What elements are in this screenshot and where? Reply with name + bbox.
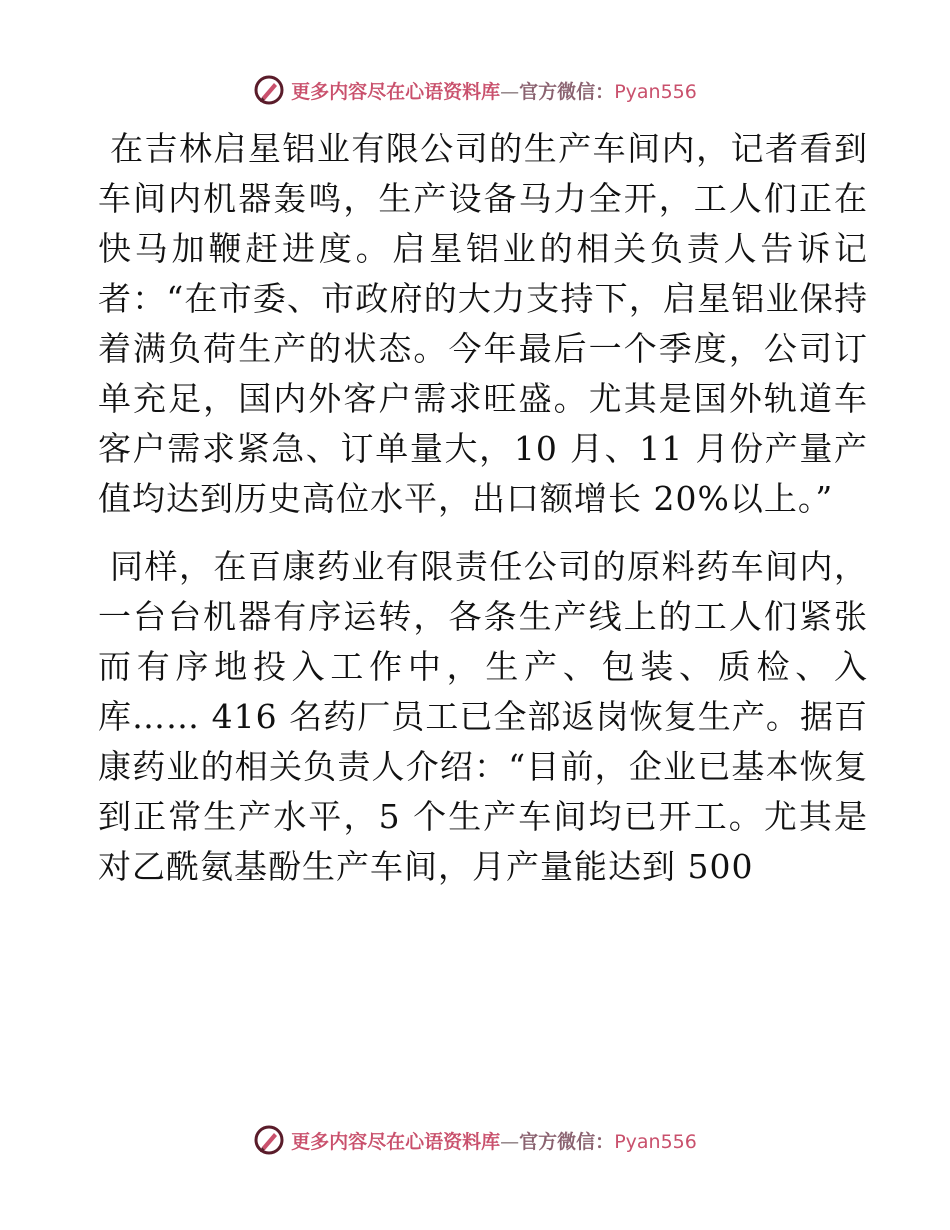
banner-separator: — bbox=[500, 80, 520, 103]
banner-wechat-label: 官方微信： bbox=[519, 1130, 615, 1153]
banner-wechat-id: Pyan556 bbox=[614, 80, 697, 103]
banner-wechat-label: 官方微信： bbox=[519, 80, 615, 103]
banner-text bbox=[291, 1127, 697, 1154]
banner-text bbox=[291, 77, 697, 104]
paragraph-2: 同样，在百康药业有限责任公司的原料药车间内，一台台机器有序运转，各条生产线上的工人们紧张而有序地投入工作中，生产、包装、质检、入库…… 416 名药厂员工已全部返岗恢复生产。据百康药业的相关负责人介绍：“目前，企业已基本恢复到正常生产水平，5 个生产车间均已开工。尤其是对乙酰氨基酚生产车间，月产量能达到 500 bbox=[98, 547, 868, 886]
banner-site-name: 更多内容尽在心语资料库 bbox=[291, 1130, 501, 1153]
document-body bbox=[98, 124, 868, 892]
pen-logo-icon bbox=[253, 1124, 285, 1156]
paragraph-1: 在吉林启星铝业有限公司的生产车间内，记者看到车间内机器轰鸣，生产设备马力全开，工人们正在快马加鞭赶进度。启星铝业的相关负责人告诉记者：“在市委、市政府的大力支持下，启星铝业保持着满负荷生产的状态。今年最后一个季度，公司订单充足，国内外客户需求旺盛。尤其是国外轨道车客户需求紧急、订单量大，10 月、11 月份产量产值均达到历史高位水平，出口额增长 20%以上。” bbox=[98, 129, 868, 518]
banner-separator: — bbox=[500, 1130, 520, 1153]
banner-site-name: 更多内容尽在心语资料库 bbox=[291, 80, 501, 103]
banner-wechat-id: Pyan556 bbox=[614, 1130, 697, 1153]
header-banner bbox=[0, 70, 950, 110]
pen-logo-icon bbox=[253, 74, 285, 106]
footer-banner bbox=[0, 1120, 950, 1160]
